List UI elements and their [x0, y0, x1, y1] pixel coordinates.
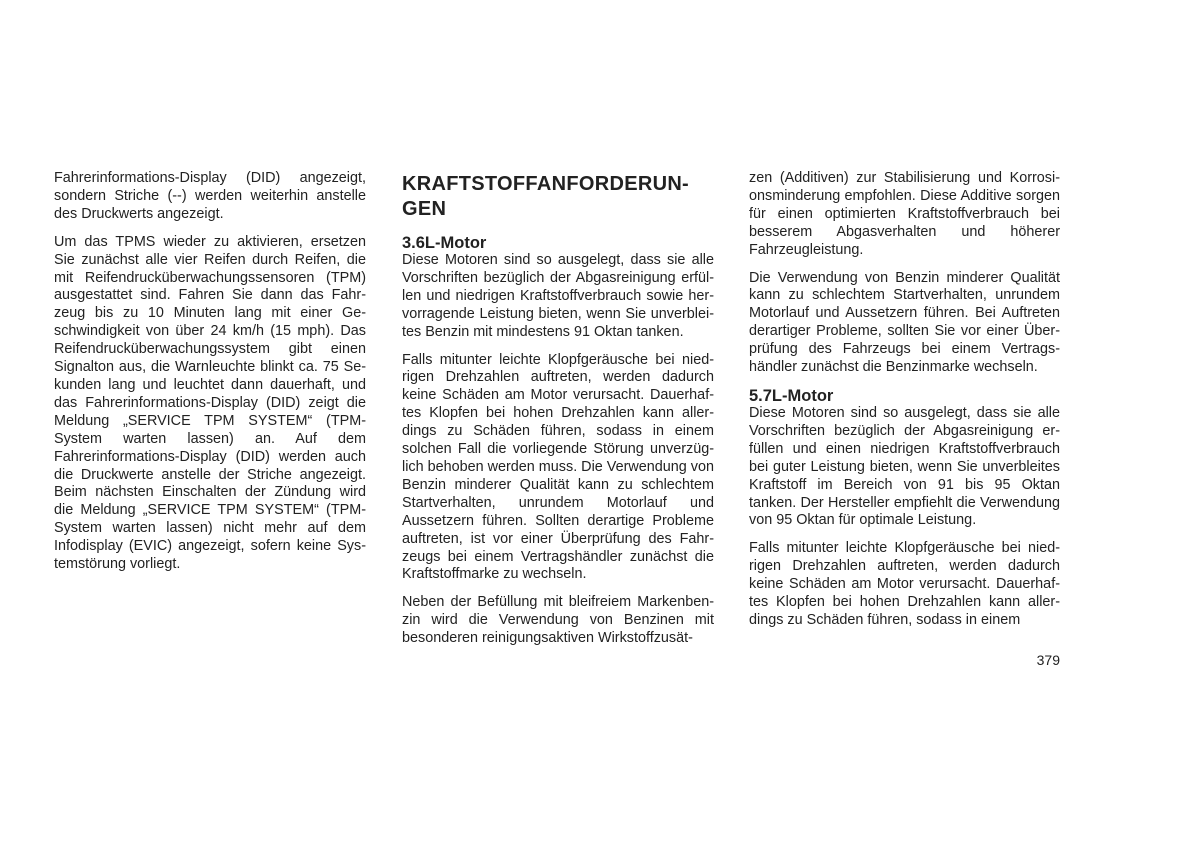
column-middle — [402, 170, 714, 658]
paragraph: Falls mitunter leichte Klopfgeräusche bei niedrigen Drehzahlen auftreten, werden dadurch keine Schäden am Motor verursacht. Dauerhaftes Klopfen bei hohen Drehzahlen kann allerdings zu Schäden führen, sodass in einem — [749, 540, 1060, 628]
section-heading-line-1: KRAFTSTOFFANFORDERUN- — [402, 173, 690, 195]
paragraph: Um das TPMS wieder zu aktivieren, ersetzen Sie zunächst alle vier Reifen durch Reifen, die mit Reifendrucküberwachungssensoren (TPM) ausgestattet sind. Fahren Sie dann das Fahrzeug bis zu 10 Minuten lang mit einer Geschwindigkeit von über 24 km/h (15 mph). Das Reifendrucküberwachungssystem gibt einen Signalton aus, die Warnleuchte blinkt ca. 75 Sekunden lang und leuchtet dann dauerhaft, und das Fahrerinformations-Display (DID) zeigt die Meldung „SERVICE TPM SYSTEM“ (TPM-System warten lassen) an. Auf dem Fahrerinformations-Display (DID) werden auch die Druckwerte anstelle der Striche angezeigt. Beim nächsten Einschalten der Zündung wird die Meldung „SERVICE TPM SYSTEM“ (TPM-System warten lassen) nicht mehr auf dem Infodisplay (EVIC) angezeigt, sofern keine Systemstörung vorliegt. — [54, 233, 366, 573]
column-right — [749, 170, 1060, 640]
paragraph: Neben der Befüllung mit bleifreiem Markenbenzin wird die Verwendung von Benzinen mit besonderen reinigungsaktiven Wirkstoffzusät- — [402, 594, 714, 647]
paragraph: Falls mitunter leichte Klopfgeräusche bei niedrigen Drehzahlen auftreten, werden dadurch keine Schäden am Motor verursacht. Dauerhaftes Klopfen bei hohen Drehzahlen kann allerdings zu Schäden führen, sodass in einem solchen Fall die vorliegende Störung unverzüglich behoben werden muss. Die Verwendung von Benzin minderer Qualität kann zu schlechtem Startverhalten, unrundem Motorlauf und Aussetzern führen. Sollten derartige Probleme auftreten, ist vor einer Überprüfung des Fahrzeugs bei einem Vertragshändler zunächst die Kraftstoffmarke zu wechseln. — [402, 351, 714, 583]
subheading-3-6l-motor: 3.6L-Motor — [402, 234, 487, 252]
section-heading-line-2: GEN — [402, 198, 447, 220]
paragraph: zen (Additiven) zur Stabilisierung und Korrosionsminderung empfohlen. Diese Additive sorgen für einen optimierten Kraftstoffverbrauch bei besserem Abgasverhalten und höherer Fahrzeugleistung. — [749, 170, 1060, 258]
paragraph: Die Verwendung von Benzin minderer Qualität kann zu schlechtem Startverhalten, unrundem Motorlauf und Aussetzern führen. Bei Auftreten derartiger Probleme, sollten Sie vor einer Überprüfung des Fahrzeugs bei einem Vertragshändler zunächst die Benzinmarke wechseln. — [749, 269, 1060, 376]
paragraph: Diese Motoren sind so ausgelegt, dass sie alle Vorschriften bezüglich der Abgasreinigung erfüllen und einen niedrigen Kraftstoffverbrauch bei guter Leistung bieten, wenn Sie unverbleites Kraftstoff im Bereich von 91 bis 95 Oktan tanken. Der Hersteller empfiehlt die Verwendung von 95 Oktan für optimale Leistung. — [749, 404, 1060, 529]
page-number: 379 — [1036, 652, 1060, 668]
section-heading — [402, 172, 714, 222]
paragraph: Fahrerinformations-Display (DID) angezeigt, sondern Striche (--) werden weiterhin anstelle des Druckwerts angezeigt. — [54, 170, 366, 222]
column-left — [54, 170, 366, 584]
subheading-5-7l-motor: 5.7L-Motor — [749, 386, 834, 405]
paragraph: Diese Motoren sind so ausgelegt, dass sie alle Vorschriften bezüglich der Abgasreinigung erfüllen und niedrigen Kraftstoffverbrauch sowie hervorragende Leistung bieten, wenn Sie unverbleites Benzin mit mindestens 91 Oktan tanken. — [402, 252, 714, 340]
